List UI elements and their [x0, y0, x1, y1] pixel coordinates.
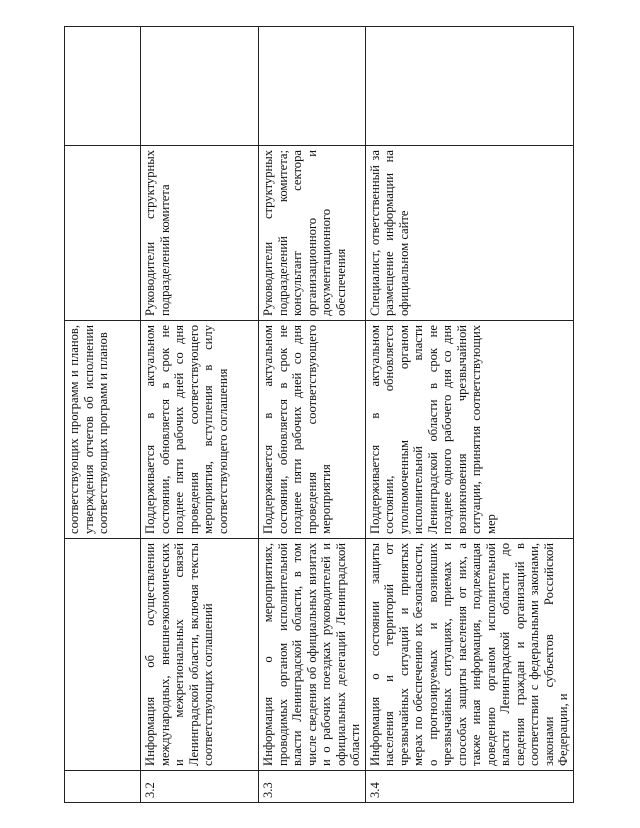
- row-number: 3.2: [141, 771, 259, 803]
- information-table: [64, 26, 574, 803]
- responsible-cell: Специалист, ответственный за размещение информации на официальном сайте: [365, 146, 573, 321]
- responsible-cell: Руководители структурных подразделений комитета: [141, 146, 259, 321]
- info-cell: Информация о мероприятиях, проводимых органом исполнительной власти Ленинградской области, в том числе сведения об официальных визитах и о рабочих поездках руководителей и официальных делегаций Ленинградской области: [259, 539, 366, 771]
- empty-cell: [365, 27, 573, 146]
- info-cell: [65, 539, 141, 771]
- info-cell: Информация об осуществлении международных, внешнеэкономических и межрегиональных связей Ленинградской области, включая тексты соответствующих соглашений: [141, 539, 259, 771]
- row-number: 3.3: [259, 771, 366, 803]
- period-cell: Поддерживается в актуальном состоянии, обновляется в срок не позднее пяти рабочих дней со дня проведения соответствующего мероприятия, вступления в силу соответствующего соглашения: [141, 321, 259, 539]
- empty-cell: [141, 27, 259, 146]
- period-cell: Поддерживается в актуальном состоянии, обновляется в срок не позднее пяти рабочих дней со дня проведения соответствующего мероприятия: [259, 321, 366, 539]
- row-number: 3.4: [365, 771, 573, 803]
- table-row: [65, 27, 141, 803]
- table-row: [141, 27, 259, 803]
- empty-cell: [259, 27, 366, 146]
- table-row: [259, 27, 366, 803]
- period-cell: соответствующих программ и планов, утверждения отчетов об исполнении соответствующих программ и планов: [65, 321, 141, 539]
- empty-cell: [65, 27, 141, 146]
- responsible-cell: [65, 146, 141, 321]
- responsible-cell: Руководители структурных подразделений комитета; консультант сектора организационного и документационного обеспечения: [259, 146, 366, 321]
- info-cell: Информация о состоянии защиты населения и территорий от чрезвычайных ситуаций и принятых мерах по обеспечению их безопасности, о прогнозируемых и возникших чрезвычайных ситуациях, приемах и способах защиты населения от них, а также иная информация, подлежащая доведению органом исполнительной власти Ленинградской области до сведения граждан и организаций в соответствии с федеральными законами, законами субъектов Российской Федерации, и: [365, 539, 573, 771]
- period-cell: Поддерживается в актуальном состоянии, обновляется уполномоченным органом исполнительной власти Ленинградской области в срок не позднее одного рабочего дня со дня возникновения чрезвычайной ситуации, принятия соответствующих мер: [365, 321, 573, 539]
- row-number: [65, 771, 141, 803]
- table-row: [365, 27, 573, 803]
- rotated-table-container: [64, 27, 570, 803]
